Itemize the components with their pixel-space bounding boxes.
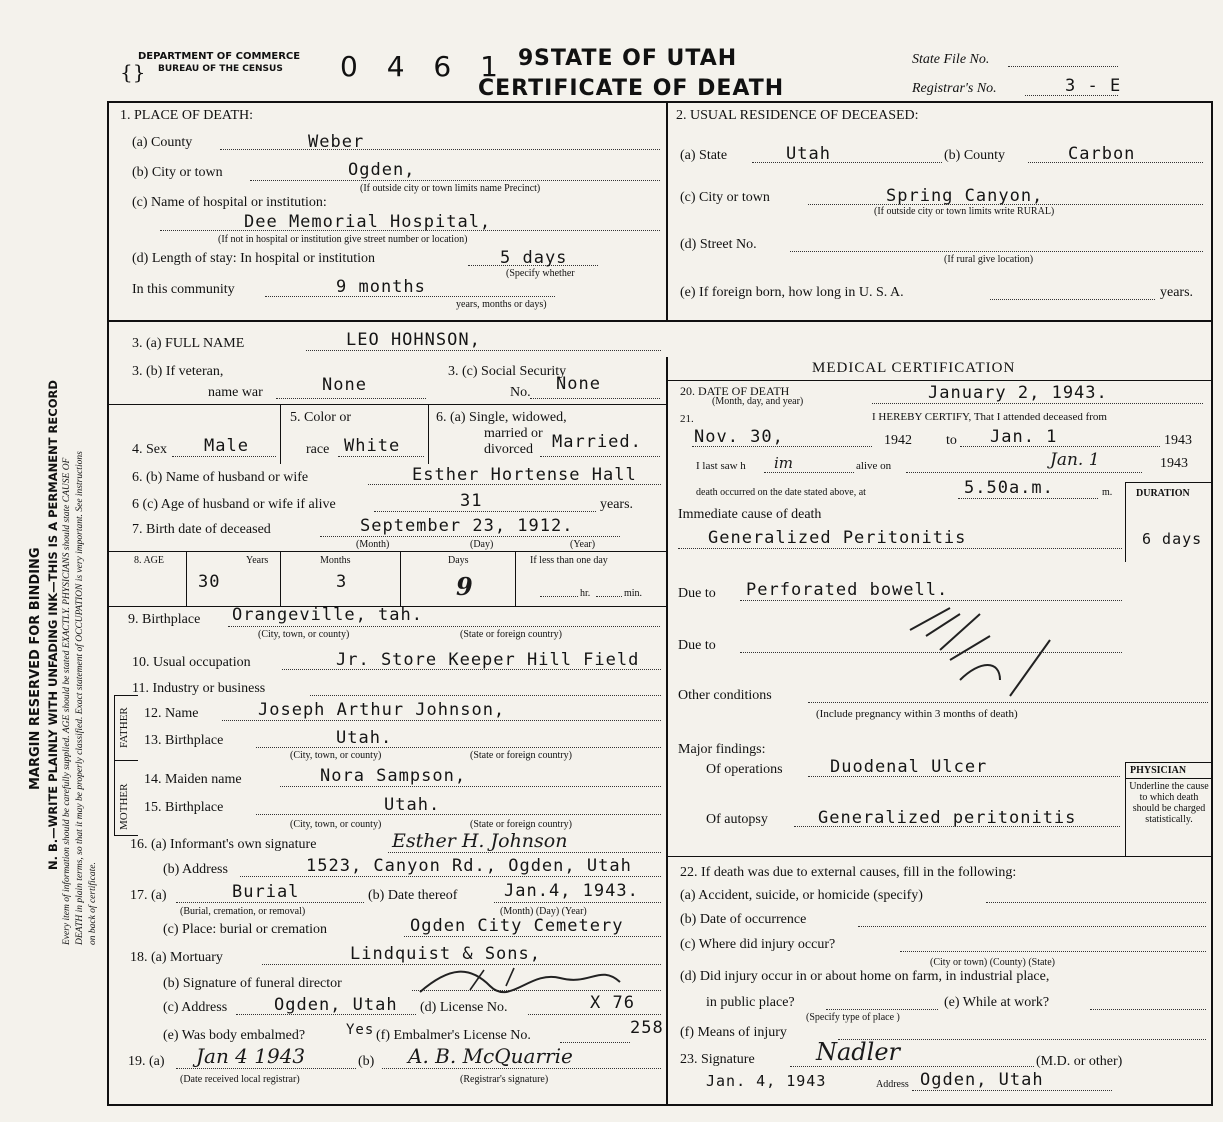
embalmed: Yes bbox=[346, 1022, 375, 1038]
community-label: In this community bbox=[132, 282, 235, 297]
birth-day-note: (Day) bbox=[470, 539, 494, 550]
death-time: 5.50a.m. bbox=[964, 478, 1054, 498]
where-label: (c) Where did injury occur? bbox=[680, 937, 836, 952]
father-bp-state-note: (State or foreign country) bbox=[470, 750, 572, 761]
cert-number-suffix: 9 bbox=[518, 46, 535, 71]
veteran-war: None bbox=[322, 375, 367, 395]
mother-name-label: 14. Maiden name bbox=[144, 772, 242, 787]
informant-signature: Esther H. Johnson bbox=[392, 830, 568, 852]
residence-heading: 2. USUAL RESIDENCE OF DECEASED: bbox=[676, 108, 919, 123]
father-name-label: 12. Name bbox=[144, 706, 199, 721]
marital-label-3: divorced bbox=[484, 442, 533, 457]
major-findings-label: Major findings: bbox=[678, 742, 766, 757]
mother-tag: MOTHER bbox=[118, 783, 130, 830]
means-label: (f) Means of injury bbox=[680, 1025, 787, 1040]
full-name: LEO HOHNSON, bbox=[346, 330, 481, 350]
last-saw-date: Jan. 1 bbox=[1050, 450, 1100, 470]
immediate-cause-label: Immediate cause of death bbox=[678, 507, 822, 522]
birth-date-label: 7. Birth date of deceased bbox=[132, 522, 271, 537]
ssn-label-1: 3. (c) Social Security bbox=[448, 364, 567, 379]
other-conditions-note: (Include pregnancy within 3 months of death) bbox=[816, 708, 1018, 720]
physician-box-note: Underline the cause to which death should be charged statistically. bbox=[1129, 781, 1209, 825]
certify-text: I HEREBY CERTIFY, That I attended deceased from bbox=[872, 411, 1107, 423]
dept-line-1: DEPARTMENT OF COMMERCE bbox=[138, 51, 301, 62]
informant-address-label: (b) Address bbox=[163, 862, 228, 877]
res-street-note: (If rural give location) bbox=[944, 254, 1034, 265]
margin-binding-text: MARGIN RESERVED FOR BINDING bbox=[28, 547, 43, 790]
physician-address: Ogden, Utah bbox=[920, 1070, 1044, 1090]
mortuary-address-label: (c) Address bbox=[163, 1000, 228, 1015]
age-years-label: Years bbox=[246, 555, 269, 566]
marital-label-1: 6. (a) Single, widowed, bbox=[436, 410, 567, 425]
certify-number: 21. bbox=[680, 413, 694, 425]
attended-to-label: to bbox=[946, 433, 957, 448]
age-days-label: Days bbox=[448, 555, 469, 566]
disposition-note: (Burial, cremation, or removal) bbox=[180, 906, 306, 917]
physician-box-label: PHYSICIAN bbox=[1130, 765, 1187, 776]
embalmer-license-label: (f) Embalmer's License No. bbox=[376, 1028, 531, 1043]
birthplace-state-note: (State or foreign country) bbox=[460, 629, 562, 640]
res-city: Spring Canyon, bbox=[886, 186, 1044, 206]
due-to-label-2: Due to bbox=[678, 638, 716, 653]
autopsy: Generalized peritonitis bbox=[818, 808, 1077, 828]
birth-year-note: (Year) bbox=[570, 539, 596, 550]
registrar-number: 3 - E bbox=[1065, 76, 1122, 96]
place-of-death-heading: 1. PLACE OF DEATH: bbox=[120, 108, 254, 123]
physician-signature: Nadler bbox=[816, 1038, 901, 1066]
hospital-name: Dee Memorial Hospital, bbox=[244, 212, 492, 232]
embalmed-label: (e) Was body embalmed? bbox=[163, 1028, 306, 1043]
registrar-sig-note: (Registrar's signature) bbox=[460, 1074, 549, 1085]
last-saw-year: 1943 bbox=[1160, 456, 1188, 471]
operations: Duodenal Ulcer bbox=[830, 757, 988, 777]
community-note: years, months or days) bbox=[456, 299, 547, 310]
death-city-note: (If outside city or town limits name Precinct) bbox=[360, 183, 541, 194]
mother-birthplace: Utah. bbox=[384, 795, 441, 815]
informant-address: 1523, Canyon Rd., Ogden, Utah bbox=[306, 856, 632, 876]
age-years: 30 bbox=[198, 572, 221, 592]
signature-date: Jan. 4, 1943 bbox=[706, 1072, 827, 1090]
other-conditions-label: Other conditions bbox=[678, 688, 772, 703]
received-label: 19. (a) bbox=[128, 1054, 165, 1069]
death-time-m: m. bbox=[1102, 487, 1113, 498]
color-label-2: race bbox=[306, 442, 330, 457]
immediate-cause: Generalized Peritonitis bbox=[708, 528, 967, 548]
community-time: 9 months bbox=[336, 277, 426, 297]
external-heading: 22. If death was due to external causes, fill in the following: bbox=[680, 865, 1017, 880]
physician-address-label: Address bbox=[876, 1079, 909, 1090]
place-type-note: (Specify type of place ) bbox=[806, 1012, 900, 1023]
age-months-label: Months bbox=[320, 555, 351, 566]
disposition-label: 17. (a) bbox=[130, 888, 167, 903]
occurrence-label: (b) Date of occurrence bbox=[680, 912, 807, 927]
ssn: None bbox=[556, 374, 601, 394]
sex-label: 4. Sex bbox=[132, 442, 167, 457]
alive-on-label: alive on bbox=[856, 460, 892, 472]
margin-instr-text-2: DEATH in plain terms, so that it may be properly classified. Exact statement of OCCUPATION is very important. See instructions bbox=[75, 451, 85, 945]
death-date-note: (Month, day, and year) bbox=[712, 396, 804, 407]
registrar-label: Registrar's No. bbox=[912, 81, 997, 96]
death-county-label: (a) County bbox=[132, 135, 193, 150]
death-date: January 2, 1943. bbox=[928, 383, 1108, 403]
spouse-age-unit: years. bbox=[600, 497, 634, 512]
res-city-label: (c) City or town bbox=[680, 190, 770, 205]
sex: Male bbox=[204, 436, 249, 456]
spouse-age: 31 bbox=[460, 491, 483, 511]
operations-label: Of operations bbox=[706, 762, 783, 777]
farm-label-2: in public place? bbox=[706, 995, 795, 1010]
death-city: Ogden, bbox=[348, 160, 416, 180]
hospital-label: (c) Name of hospital or institution: bbox=[132, 195, 327, 210]
margin-write-plainly-text: N. B.—WRITE PLAINLY WITH UNFADING INK—THIS IS A PERMANENT RECORD bbox=[46, 380, 60, 870]
marital-label-2: married or bbox=[484, 426, 543, 441]
dept-line-2: BUREAU OF THE CENSUS bbox=[158, 64, 283, 74]
autopsy-label: Of autopsy bbox=[706, 812, 768, 827]
age-days: 9 bbox=[456, 572, 473, 601]
father-birthplace: Utah. bbox=[336, 728, 393, 748]
license-number: X 76 bbox=[590, 993, 635, 1013]
state-title: STATE OF UTAH bbox=[534, 46, 738, 71]
mortuary-address: Ogden, Utah bbox=[274, 995, 398, 1015]
where-note: (City or town) (County) (State) bbox=[930, 957, 1055, 968]
burial-place-label: (c) Place: burial or cremation bbox=[163, 922, 328, 937]
attended-to-year: 1943 bbox=[1164, 433, 1192, 448]
stay-length: 5 days bbox=[500, 248, 568, 268]
work-label: (e) While at work? bbox=[944, 995, 1050, 1010]
ssn-label-2: No. bbox=[510, 385, 531, 400]
strikeout-scribble bbox=[890, 600, 1070, 710]
res-city-note: (If outside city or town limits write RURAL) bbox=[874, 206, 1055, 217]
death-date-label: 20. DATE OF DEATH bbox=[680, 384, 790, 398]
res-state: Utah bbox=[786, 144, 831, 164]
res-county: Carbon bbox=[1068, 144, 1136, 164]
stamp-bracket: {} bbox=[120, 60, 146, 84]
res-foreign-unit: years. bbox=[1160, 285, 1194, 300]
state-file-label: State File No. bbox=[912, 52, 990, 67]
received-date: Jan 4 1943 bbox=[196, 1044, 306, 1068]
spouse-label: 6. (b) Name of husband or wife bbox=[132, 470, 309, 485]
last-saw-label: I last saw h bbox=[696, 460, 746, 472]
res-state-label: (a) State bbox=[680, 148, 728, 163]
birthplace-city-note: (City, town, or county) bbox=[258, 629, 350, 640]
occupation-label: 10. Usual occupation bbox=[132, 655, 251, 670]
veteran-label-1: 3. (b) If veteran, bbox=[132, 364, 224, 379]
spouse-name: Esther Hortense Hall bbox=[412, 465, 637, 485]
margin-instr-text-1: Every item of information should be carefully supplied. AGE should be stated EXACTLY. PHYSICIANS should state CAUSE OF bbox=[62, 457, 72, 945]
md-label: (M.D. or other) bbox=[1036, 1054, 1123, 1069]
margin-instr-text-3: on back of certificate. bbox=[88, 862, 98, 945]
marital-status: Married. bbox=[552, 432, 642, 452]
death-county: Weber bbox=[308, 132, 365, 152]
age-min: min. bbox=[624, 588, 643, 599]
age-hr: hr. bbox=[580, 588, 591, 599]
burial-place: Ogden City Cemetery bbox=[410, 916, 624, 936]
birth-month-note: (Month) bbox=[356, 539, 390, 550]
medical-heading: MEDICAL CERTIFICATION bbox=[812, 360, 1016, 376]
birthplace: Orangeville, tah. bbox=[232, 605, 423, 625]
res-county-label: (b) County bbox=[944, 148, 1006, 163]
age-lessday-label: If less than one day bbox=[530, 555, 608, 566]
registrar-sig-label: (b) bbox=[358, 1054, 375, 1069]
burial-date: Jan.4, 1943. bbox=[504, 881, 639, 901]
attended-from-year: 1942 bbox=[884, 433, 912, 448]
father-name: Joseph Arthur Johnson, bbox=[258, 700, 506, 720]
accident-label: (a) Accident, suicide, or homicide (specify) bbox=[680, 888, 923, 903]
attended-to: Jan. 1 bbox=[990, 427, 1058, 447]
res-street-label: (d) Street No. bbox=[680, 237, 757, 252]
burial-date-label: (b) Date thereof bbox=[368, 888, 458, 903]
certificate-title: CERTIFICATE OF DEATH bbox=[478, 76, 785, 101]
embalmer-license: 258 bbox=[630, 1018, 664, 1038]
hospital-note: (If not in hospital or institution give street number or location) bbox=[218, 234, 468, 245]
director-label: (b) Signature of funeral director bbox=[163, 976, 342, 991]
age-months: 3 bbox=[336, 572, 348, 592]
license-label: (d) License No. bbox=[420, 1000, 508, 1015]
certificate-number: 0 4 6 1 bbox=[340, 50, 508, 83]
burial-date-note: (Month) (Day) (Year) bbox=[500, 906, 587, 917]
birth-date: September 23, 1912. bbox=[360, 516, 574, 536]
death-occurred-label: death occurred on the date stated above, at bbox=[696, 487, 866, 498]
full-name-label: 3. (a) FULL NAME bbox=[132, 336, 245, 351]
age-label: 8. AGE bbox=[134, 555, 164, 566]
death-city-label: (b) City or town bbox=[132, 165, 223, 180]
father-birthplace-label: 13. Birthplace bbox=[144, 733, 224, 748]
industry-label: 11. Industry or business bbox=[132, 681, 266, 696]
stay-label: (d) Length of stay: In hospital or institution bbox=[132, 251, 376, 266]
last-saw-him: im bbox=[774, 454, 794, 472]
due-to-1: Perforated bowell. bbox=[746, 580, 949, 600]
mother-birthplace-label: 15. Birthplace bbox=[144, 800, 224, 815]
stay-specify: (Specify whether bbox=[506, 268, 575, 279]
father-bp-city-note: (City, town, or county) bbox=[290, 750, 382, 761]
father-tag: FATHER bbox=[118, 707, 130, 748]
mortuary: Lindquist & Sons, bbox=[350, 944, 541, 964]
registrar-signature: A. B. McQuarrie bbox=[408, 1044, 573, 1068]
mother-bp-state-note: (State or foreign country) bbox=[470, 819, 572, 830]
attended-from: Nov. 30, bbox=[694, 427, 784, 447]
color-label-1: 5. Color or bbox=[290, 410, 352, 425]
spouse-age-label: 6 (c) Age of husband or wife if alive bbox=[132, 497, 336, 512]
received-note: (Date received local registrar) bbox=[180, 1074, 300, 1085]
signature-label: 23. Signature bbox=[680, 1052, 755, 1067]
veteran-label-2: name war bbox=[208, 385, 263, 400]
res-foreign-label: (e) If foreign born, how long in U. S. A. bbox=[680, 285, 904, 300]
mother-name: Nora Sampson, bbox=[320, 766, 467, 786]
due-to-label-1: Due to bbox=[678, 586, 716, 601]
farm-label-1: (d) Did injury occur in or about home on farm, in industrial place, bbox=[680, 969, 1050, 984]
informant-sig-label: 16. (a) Informant's own signature bbox=[130, 837, 317, 852]
disposition: Burial bbox=[232, 882, 300, 902]
birthplace-label: 9. Birthplace bbox=[128, 612, 201, 627]
immediate-duration: 6 days bbox=[1142, 530, 1203, 548]
race: White bbox=[344, 436, 401, 456]
occupation: Jr. Store Keeper Hill Field bbox=[336, 650, 640, 670]
mortuary-label: 18. (a) Mortuary bbox=[130, 950, 223, 965]
duration-header: DURATION bbox=[1136, 488, 1190, 499]
mother-bp-city-note: (City, town, or county) bbox=[290, 819, 382, 830]
